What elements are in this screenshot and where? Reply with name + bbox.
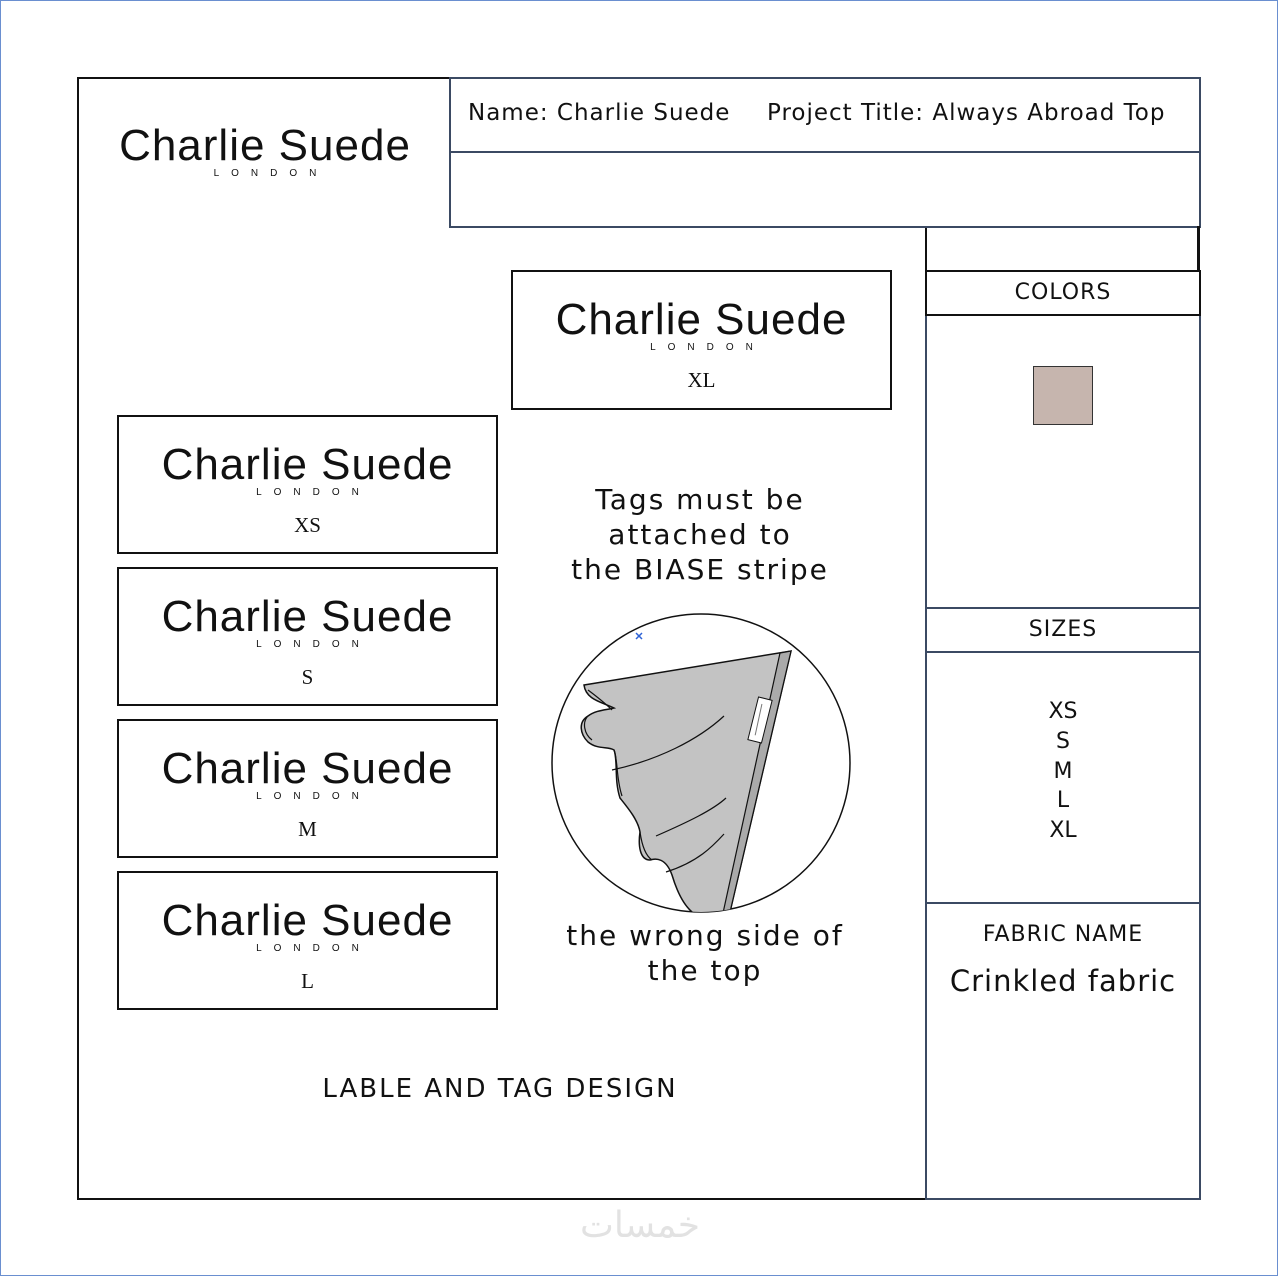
info-divider xyxy=(449,151,1201,153)
tag-placement-note xyxy=(540,482,860,587)
sizes-title: SIZES xyxy=(1028,617,1098,642)
design-title: LABLE AND TAG DESIGN xyxy=(322,1074,678,1104)
label-brand-name: Charlie Suede xyxy=(555,295,848,344)
tag-note-line: Tags must be xyxy=(595,483,805,516)
label-l xyxy=(117,871,498,1010)
size-item: M xyxy=(1053,758,1073,784)
label-size: L xyxy=(301,969,314,993)
watermark: خمسات xyxy=(579,1205,701,1246)
label-brand-sub: LONDON xyxy=(256,487,371,498)
label-brand-sub: LONDON xyxy=(256,943,371,954)
sizes-divider xyxy=(925,902,1201,904)
garment-detail-illustration xyxy=(548,610,854,916)
label-brand-name: Charlie Suede xyxy=(161,592,454,641)
label-m xyxy=(117,719,498,858)
side-connector xyxy=(1197,226,1200,272)
label-size: XL xyxy=(687,368,716,392)
label-xs xyxy=(117,415,498,554)
size-item: S xyxy=(1056,728,1070,754)
label-size: XS xyxy=(294,513,321,537)
label-brand-sub: LONDON xyxy=(650,342,765,353)
project-title-field: Project Title: Always Abroad Top xyxy=(767,100,1166,126)
label-size: S xyxy=(301,665,314,689)
label-size: M xyxy=(298,817,317,841)
header-brand-logo xyxy=(100,121,430,180)
colors-heading xyxy=(925,270,1201,316)
sizes-heading xyxy=(925,607,1201,653)
sizes-list xyxy=(927,697,1199,846)
label-brand-sub: LONDON xyxy=(256,639,371,650)
wrong-side-note xyxy=(540,918,870,988)
name-field: Name: Charlie Suede xyxy=(468,100,731,126)
label-brand-name: Charlie Suede xyxy=(161,896,454,945)
colors-title: COLORS xyxy=(1014,280,1112,305)
label-brand-name: Charlie Suede xyxy=(161,440,454,489)
tag-note-line: attached to xyxy=(608,518,792,551)
color-swatch xyxy=(1033,366,1093,425)
size-item: XS xyxy=(1048,699,1078,724)
header-brand-name: Charlie Suede xyxy=(119,121,411,170)
wrong-side-line: the wrong side of xyxy=(566,919,844,952)
label-s xyxy=(117,567,498,706)
label-xl xyxy=(511,270,892,410)
size-item: XL xyxy=(1049,818,1077,844)
size-item: L xyxy=(1056,788,1070,814)
label-brand-sub: LONDON xyxy=(256,791,371,802)
label-brand-name: Charlie Suede xyxy=(161,744,454,793)
fabric-name-value: Crinkled fabric xyxy=(949,964,1177,998)
tag-note-line: the BIASE stripe xyxy=(571,553,829,586)
wrong-side-line: the top xyxy=(647,954,763,987)
fabric-name-title: FABRIC NAME xyxy=(982,922,1144,947)
header-brand-sub: LONDON xyxy=(213,168,329,179)
